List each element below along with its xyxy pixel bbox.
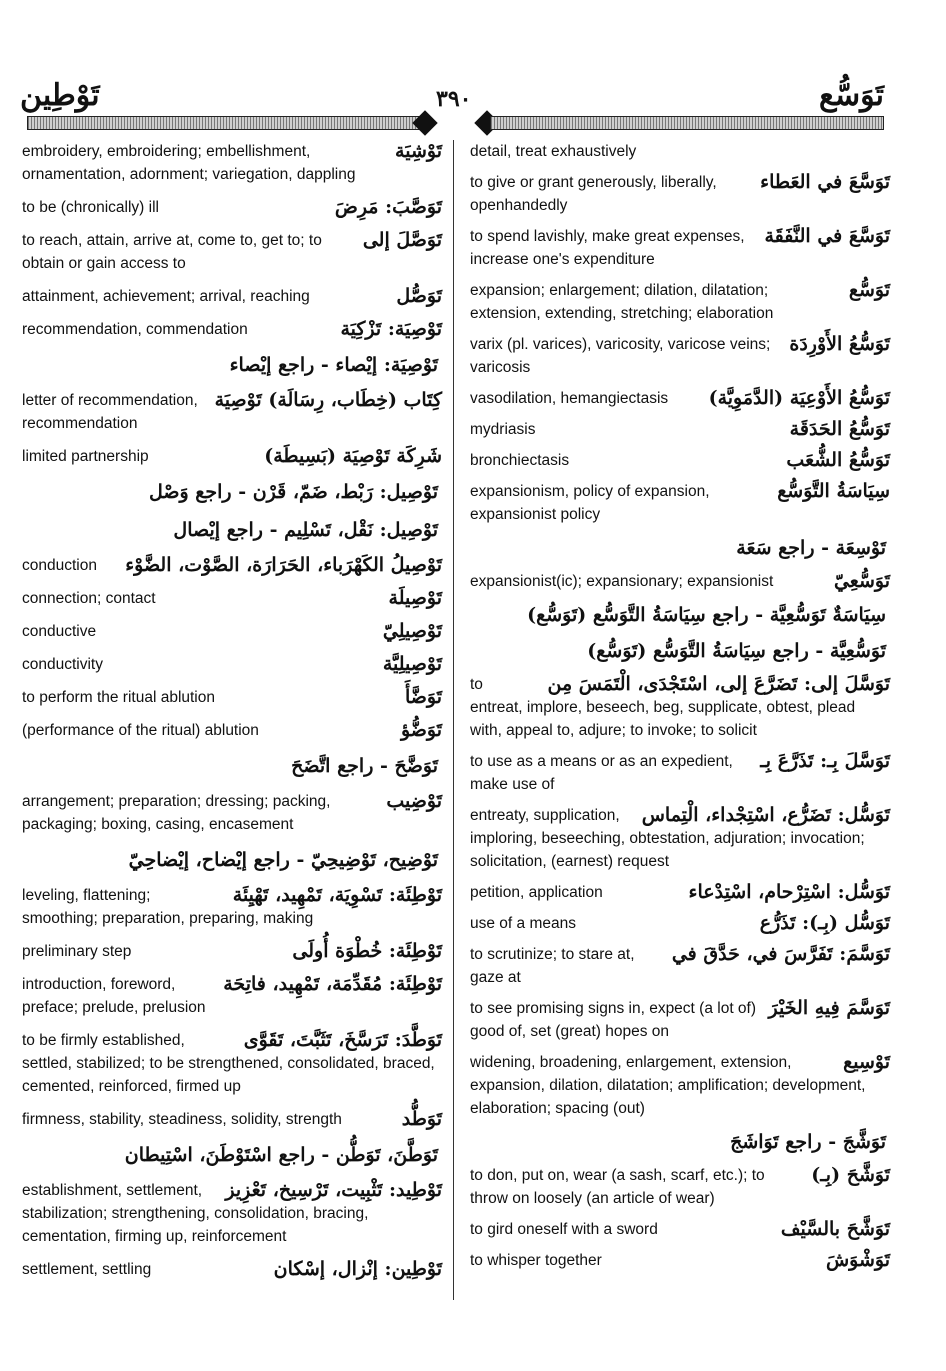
english-definition: expansion; enlargement; dilation, dilatation; extension, extending, stretching; elaboration <box>470 282 774 322</box>
dictionary-entry <box>470 943 890 989</box>
dictionary-entry <box>22 1179 442 1248</box>
english-definition: to reach, attain, arrive at, come to, get to; to obtain or gain access to <box>22 232 322 272</box>
english-definition: letter of recommendation, recommendation <box>22 392 198 432</box>
cross-reference-line: تَوْضِيح، تَوْضِيحِيّ - راجع إيْضاح، إيْضاحِيّ <box>128 849 438 871</box>
arabic-headword: تَوَسُّعِيّ <box>833 570 890 592</box>
dictionary-entry <box>470 1218 890 1241</box>
english-definition: petition, application <box>470 884 603 901</box>
cross-reference-line: تَوْسِعَة - راجع سَعَة <box>736 537 886 559</box>
cross-reference-line: تَوَطَّنَ، تَوَطُّن - راجع اسْتَوْطَنَ، اسْتِيطان <box>124 1144 438 1166</box>
header-rule-left <box>27 116 421 130</box>
arabic-headword: تَوَطَّدَ: تَرَسَّخَ، تَثَبَّتَ، تَقَوَّى <box>243 1029 442 1051</box>
cross-reference-line: تَوْصِيل: نَقْل، تَسْلِيم - راجع إيْصال <box>173 519 438 541</box>
dictionary-entry <box>470 997 890 1043</box>
column-divider <box>453 140 454 1300</box>
dictionary-entry <box>22 445 442 468</box>
english-definition: embroidery, embroidering; embellishment, ornamentation, adornment; variegation, dappling <box>22 143 356 183</box>
english-definition: arrangement; preparation; dressing; packing, packaging; boxing, casing, encasement <box>22 793 331 833</box>
dictionary-entry <box>470 387 890 410</box>
dictionary-entry <box>470 804 890 873</box>
dictionary-entry <box>22 1258 442 1281</box>
english-definition: introduction, foreword, preface; prelude, prelusion <box>22 976 206 1016</box>
dictionary-entry <box>470 673 890 742</box>
dictionary-entry <box>22 653 442 676</box>
arabic-headword: تَوَسَّعَ في العَطاء <box>760 171 890 193</box>
dictionary-entry <box>22 884 442 930</box>
dictionary-entry <box>22 719 442 742</box>
english-definition: preliminary step <box>22 943 132 960</box>
arabic-headword: تَوْصِيَة: تَزْكِيَة <box>340 318 442 340</box>
english-definition: to scrutinize; to stare at, gaze at <box>470 946 635 986</box>
dictionary-entry <box>22 587 442 610</box>
dictionary-entry <box>470 279 890 325</box>
arabic-headword: تَوَضُّؤ <box>400 719 442 741</box>
dictionary-entry <box>22 1108 442 1131</box>
dictionary-entry <box>22 229 442 275</box>
english-definition: expansionist(ic); expansionary; expansionist <box>470 573 774 590</box>
dictionary-entry <box>470 750 890 796</box>
english-definition: to whisper together <box>470 1252 602 1269</box>
dictionary-entry <box>22 285 442 308</box>
english-definition: to perform the ritual ablution <box>22 689 215 706</box>
dictionary-entry <box>22 620 442 643</box>
arabic-headword: تَوَسَّلَ إلى: تَضَرَّعَ إلى، اسْتَجْدَى، الْتَمَسَ مِن <box>547 673 890 695</box>
arabic-headword: تَوَشْوَشَ <box>825 1249 890 1271</box>
english-definition: leveling, flattening; smoothing; preparation, preparing, making <box>22 887 314 927</box>
english-definition: attainment, achievement; arrival, reaching <box>22 288 310 305</box>
english-definition: conductive <box>22 623 97 640</box>
arabic-headword: تَوْضِيب <box>386 790 442 812</box>
dictionary-entry <box>22 940 442 963</box>
arabic-headword: تَوَسُّل: اسْتِرْحام، اسْتِدْعاء <box>688 881 890 903</box>
dictionary-entry <box>470 912 890 935</box>
english-definition: mydriasis <box>470 421 536 438</box>
dictionary-entry <box>470 570 890 593</box>
arabic-headword: تَوْسِيع <box>843 1051 890 1073</box>
cross-reference-line: سِيَاسَةٌ تَوَسُّعِيَّة - راجع سِيَاسَةُ التَّوَسُّع (تَوَسُّع) <box>527 604 886 626</box>
dictionary-entry <box>470 418 890 441</box>
dictionary-entry <box>470 140 890 163</box>
cross-reference-line: تَوَشَّجَ - راجع تَوَاشَجَ <box>730 1131 886 1153</box>
english-definition: limited partnership <box>22 448 149 465</box>
arabic-headword: تَوَضَّأَ <box>404 686 442 708</box>
dictionary-entry <box>470 1051 890 1120</box>
cross-reference-line: تَوَضَّحَ - راجع اتَّضَحَ <box>291 755 438 777</box>
arabic-headword: كِتَاب (خِطَاب، رِسَالَة) تَوْصِيَة <box>214 389 442 411</box>
english-definition: expansionism, policy of expansion, expansionist policy <box>470 483 710 523</box>
arabic-headword: تَوْصِيلُ الكَهْرَباء، الحَرَارَة، الصَّوْت، الضَّوْء <box>125 554 442 576</box>
header-right-word: تَوَسُّع <box>819 78 884 113</box>
dictionary-entry <box>470 225 890 271</box>
cross-reference-line: تَوْصِيل: رَبْط، ضَمّ، قَرْن - راجع وَصْل <box>148 481 438 503</box>
dictionary-entry <box>470 171 890 217</box>
right-column <box>470 140 890 1280</box>
arabic-headword: تَوَطُّد <box>401 1108 442 1130</box>
arabic-headword: تَوْطِيد: تَثْبِيت، تَرْسِيخ، تَعْزِيز <box>225 1179 442 1201</box>
arabic-headword: تَوَسُّعُ الشُّعَب <box>786 449 890 471</box>
arabic-headword: تَوْصِيلَة <box>388 587 442 609</box>
diamond-ornament-left <box>412 110 437 135</box>
english-definition: conduction <box>22 557 97 574</box>
left-column <box>22 140 442 1291</box>
arabic-headword: تَوْطِين: إنْزال، إسْكان <box>273 1258 442 1280</box>
arabic-headword: تَوَسَّعَ في النَّفَقَة <box>764 225 890 247</box>
arabic-headword: تَوَسَّمَ: تَفَرَّسَ في، حَدَّقَ في <box>671 943 890 965</box>
arabic-headword: شَرِكَة تَوْصِيَة (بَسِيطَة) <box>264 445 442 467</box>
dictionary-entry <box>22 554 442 577</box>
english-definition: connection; contact <box>22 590 156 607</box>
dictionary-entry <box>470 449 890 472</box>
arabic-headword: تَوَسُّعُ الحَدَقَة <box>789 418 890 440</box>
english-definition: vasodilation, hemangiectasis <box>470 390 669 407</box>
english-definition: entreaty, supplication, imploring, beseeching, obtestation, adjuration; invocation; solicitation, (earnest) request <box>470 807 865 870</box>
english-definition: use of a means <box>470 915 576 932</box>
arabic-headword: تَوْشِيَة <box>395 140 442 162</box>
english-definition: conductivity <box>22 656 103 673</box>
dictionary-entry <box>470 1164 890 1210</box>
english-definition: to see promising signs in, expect (a lot of) good of, set (great) hopes on <box>470 1000 757 1040</box>
dictionary-entry <box>470 1249 890 1272</box>
english-definition: varix (pl. varices), varicosity, varicose veins; varicosis <box>470 336 771 376</box>
english-definition: establishment, settlement, stabilization; strengthening, consolidation, bracing, cementation, firming up, reinforcement <box>22 1182 369 1245</box>
english-definition: to be (chronically) ill <box>22 199 159 216</box>
english-definition: settlement, settling <box>22 1261 152 1278</box>
english-definition: (performance of the ritual) ablution <box>22 722 259 739</box>
header-rule-right <box>490 116 884 130</box>
english-definition: widening, broadening, enlargement, extension, expansion, dilation, dilatation; amplification; development, elaboration; spacing (out) <box>470 1054 866 1117</box>
arabic-headword: تَوَسُّل (بِـ): تَذَرُّع <box>759 912 890 934</box>
dictionary-entry <box>22 140 442 186</box>
dictionary-entry <box>22 686 442 709</box>
arabic-headword: تَوَسَّمَ فِيهِ الخَيْرَ <box>768 997 890 1019</box>
english-definition: bronchiectasis <box>470 452 570 469</box>
page-number: ٣٩٠ <box>436 86 472 112</box>
arabic-headword: تَوَسُّعُ الأَوْعِيَة (الدَّمَوِيَّة) <box>708 387 890 409</box>
english-definition: to be firmly established, settled, stabilized; to be strengthened, consolidated, braced, cemented, reinforced, firmed up <box>22 1032 435 1095</box>
arabic-headword: تَوْطِئَة: تَسْوِيَة، تَمْهِيد، تَهْيِئَة <box>232 884 442 906</box>
arabic-headword: تَوَصَّلَ إلى <box>362 229 442 251</box>
dictionary-entry <box>22 318 442 341</box>
dictionary-entry <box>22 973 442 1019</box>
dictionary-entry <box>470 333 890 379</box>
english-definition: firmness, stability, steadiness, solidity, strength <box>22 1111 342 1128</box>
arabic-headword: تَوَسُّل: تَضَرُّع، اسْتِجْداء، الْتِماس <box>641 804 890 826</box>
english-definition: to gird oneself with a sword <box>470 1221 658 1238</box>
cross-reference-line: تَوْصِيَة: إيْصاء - راجع إيْصاء <box>229 354 438 376</box>
arabic-headword: تَوَسُّع <box>848 279 890 301</box>
dictionary-entry <box>22 389 442 435</box>
arabic-headword: تَوَصَّبَ: مَرِضَ <box>334 196 442 218</box>
english-definition: to give or grant generously, liberally, openhandedly <box>470 174 717 214</box>
dictionary-entry <box>22 1029 442 1098</box>
arabic-headword: تَوْطِئَة: خُطْوَة أُولَى <box>292 940 442 962</box>
header-left-word: تَوْطِين <box>20 78 100 113</box>
arabic-headword: تَوَصُّل <box>396 285 442 307</box>
english-definition: recommendation, commendation <box>22 321 248 338</box>
arabic-headword: تَوَسَّلَ بِـ: تَذَرَّعَ بِـ <box>760 750 890 772</box>
dictionary-entry <box>470 881 890 904</box>
arabic-headword: سِيَاسَةُ التَّوَسُّع <box>777 480 890 502</box>
dictionary-entry <box>470 480 890 526</box>
english-definition: to use as a means or as an expedient, make use of <box>470 753 733 793</box>
arabic-headword: تَوَسُّعُ الأَوْرِدَة <box>789 333 890 355</box>
dictionary-entry <box>22 196 442 219</box>
arabic-headword: تَوَشَّحَ (بِـ) <box>811 1164 890 1186</box>
arabic-headword: تَوْصِيلِيّ <box>382 620 442 642</box>
cross-reference-line: تَوَسُّعِيَّة - راجع سِيَاسَةُ التَّوَسُّع (تَوَسُّع) <box>587 640 886 662</box>
english-definition: detail, treat exhaustively <box>470 143 637 160</box>
arabic-headword: تَوْصِيلِيَّة <box>382 653 442 675</box>
english-definition: to spend lavishly, make great expenses, increase one's expenditure <box>470 228 745 268</box>
english-definition: to don, put on, wear (a sash, scarf, etc.); to throw on loosely (an article of wear) <box>470 1167 765 1207</box>
dictionary-entry <box>22 790 442 836</box>
arabic-headword: تَوْطِئَة: مُقَدِّمَة، تَمْهِيد، فاتِحَة <box>223 973 442 995</box>
arabic-headword: تَوَشَّحَ بالسَّيْف <box>780 1218 890 1240</box>
english-definition: to entreat, implore, beseech, beg, supplicate, obtest, plead with, appeal to, adjure; to invoke; to solicit <box>470 676 856 739</box>
